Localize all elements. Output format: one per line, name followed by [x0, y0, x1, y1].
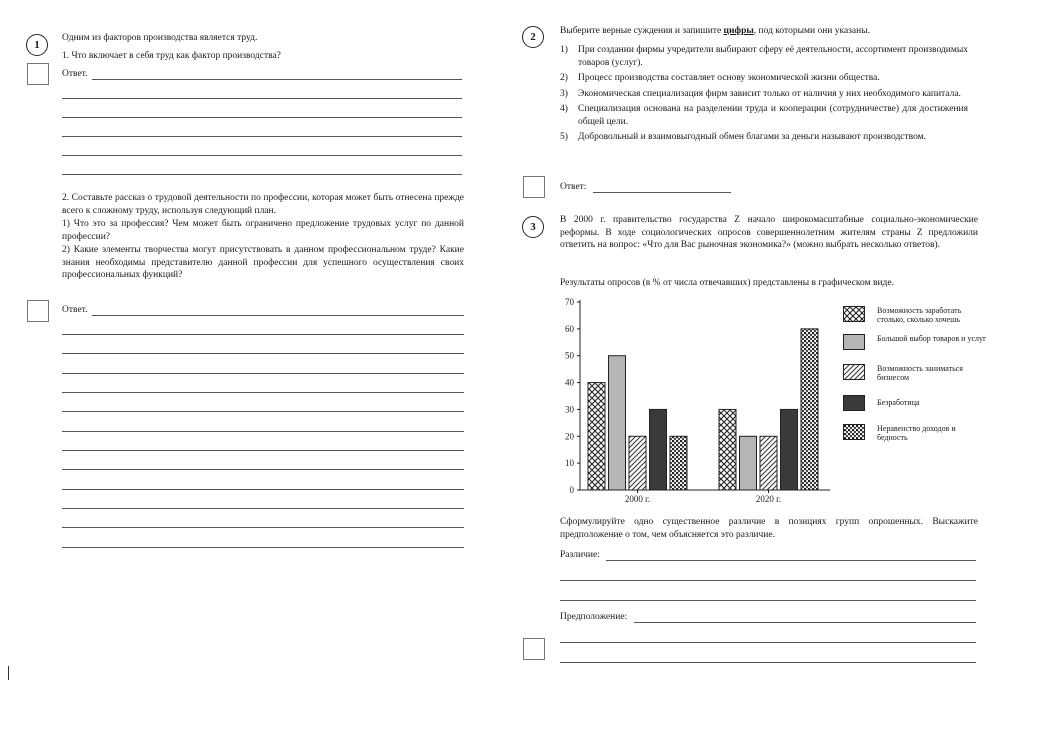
task2-options-list	[560, 44, 968, 144]
bar	[719, 409, 736, 490]
y-tick-label: 40	[565, 377, 574, 388]
text-cursor	[8, 666, 9, 680]
option-text: Специализация основана на разделении труда и кооперации (сотрудничестве) для достижения общей цели.	[578, 104, 968, 127]
bar	[801, 329, 818, 490]
option-text: При создании фирмы учредители выбирают сферу её деятельности, ассортимент производимых товаров (услуг).	[578, 45, 968, 68]
option-item	[560, 72, 968, 85]
option-item	[560, 44, 968, 69]
legend-item	[843, 334, 987, 350]
chart-legend	[843, 302, 987, 452]
answer-line[interactable]	[62, 117, 462, 118]
option-number: 4)	[560, 104, 568, 114]
task-number-badge: 1	[26, 34, 48, 56]
score-box[interactable]	[27, 63, 49, 85]
answer-line[interactable]	[606, 560, 976, 561]
x-tick-label: 2000 г.	[624, 494, 651, 504]
legend-item	[843, 364, 987, 382]
bar	[781, 409, 798, 490]
chart-bars	[588, 329, 818, 490]
answer-line[interactable]	[62, 334, 464, 335]
answer-line[interactable]	[62, 450, 464, 451]
answer-line[interactable]	[560, 600, 976, 601]
option-text: Экономическая специализация фирм зависит только от наличия у них необходимого капитала.	[578, 88, 961, 99]
answer-line[interactable]	[62, 353, 464, 354]
answer-line[interactable]	[92, 315, 464, 316]
option-text: Добровольный и взаимовыгодный обмен благами за деньги называют производством.	[578, 132, 927, 142]
task-number-badge: 2	[522, 26, 544, 48]
y-tick-label: 30	[565, 404, 574, 415]
task2-prompt-end: , под которыми они указаны.	[753, 26, 870, 36]
answer-label: Ответ:	[560, 182, 587, 192]
answer-line[interactable]	[62, 547, 464, 548]
answer-line[interactable]	[62, 155, 462, 156]
answer-line[interactable]	[62, 527, 464, 528]
answer-label: Ответ.	[62, 69, 88, 79]
y-tick-label: 60	[565, 323, 574, 334]
answer-line[interactable]	[634, 622, 976, 623]
answer-line[interactable]	[92, 79, 462, 80]
option-number: 2)	[560, 73, 568, 83]
answer-line[interactable]	[62, 392, 464, 393]
bar	[670, 436, 687, 490]
answer-line[interactable]	[62, 98, 462, 99]
legend-swatch-diagonal	[843, 364, 865, 380]
y-tick-label: 50	[565, 350, 574, 361]
legend-label: Безработица	[877, 398, 920, 407]
answer-line[interactable]	[593, 192, 731, 193]
task3-intro: В 2000 г. правительство государства Z начало широкомасштабные социально-экономические реформы. В ходе социологических опросов совершеннолетним жителям страны Z предложили ответить на вопрос: «Что для Вас рыночная экономика?» (можно выбрать несколько ответов).	[560, 215, 978, 250]
task3-formulate: Сформулируйте одно существенное различие в позициях групп опрошенных. Выскажите предположение о том, чем объясняется это различие.	[560, 517, 978, 540]
answer-line[interactable]	[62, 174, 462, 175]
score-box[interactable]	[27, 300, 49, 322]
option-item	[560, 131, 968, 144]
task2-prompt	[560, 25, 980, 38]
legend-item	[843, 395, 987, 411]
y-tick-label: 20	[565, 431, 574, 442]
legend-swatch-gray	[843, 334, 865, 350]
bar	[650, 409, 667, 490]
bar	[740, 436, 757, 490]
legend-label: Возможность заработать столько, сколько хочешь	[877, 306, 962, 324]
answer-line[interactable]	[62, 136, 462, 137]
option-item	[560, 88, 968, 101]
task1-intro: Одним из факторов производства является труд.	[62, 33, 258, 43]
task2-prompt-start: Выберите верные суждения и запишите	[560, 26, 724, 36]
score-box[interactable]	[523, 176, 545, 198]
option-number: 1)	[560, 45, 568, 55]
legend-label: Возможность заниматься бизнесом	[877, 364, 963, 382]
score-box[interactable]	[523, 638, 545, 660]
legend-item	[843, 424, 987, 442]
bar	[588, 383, 605, 490]
task3-results: Результаты опросов (в % от числа отвечавших) представлены в графическом виде.	[560, 278, 894, 288]
legend-item	[843, 306, 987, 324]
option-number: 3)	[560, 88, 568, 99]
answer-line[interactable]	[62, 373, 464, 374]
difference-label: Различие:	[560, 550, 600, 560]
legend-swatch-crosshatch	[843, 306, 865, 322]
legend-swatch-dotgrid	[843, 424, 865, 440]
task1-question1: 1. Что включает в себя труд как фактор производства?	[62, 51, 281, 61]
bar	[760, 436, 777, 490]
answer-line[interactable]	[560, 642, 976, 643]
task1-plan1: 1) Что это за профессия? Чем может быть ограничено предложение трудовых услуг по данной профессии?	[62, 219, 464, 242]
chart-categories	[625, 490, 781, 504]
answer-line[interactable]	[62, 508, 464, 509]
y-tick-label: 10	[565, 458, 574, 469]
answer-line[interactable]	[62, 411, 464, 412]
task1-plan2: 2) Какие элементы творчества могут присутствовать в данном профессиональном труде? Какие знания необходимы представителю данной профессии для успешного осуществления своих профессиональных функций?	[62, 245, 464, 280]
answer-line[interactable]	[560, 662, 976, 663]
y-tick-label: 0	[569, 485, 574, 495]
task-number-badge: 3	[522, 216, 544, 238]
answer-line[interactable]	[62, 431, 464, 432]
bar	[629, 436, 646, 490]
answer-line[interactable]	[62, 469, 464, 470]
answer-line[interactable]	[62, 489, 464, 490]
option-text: Процесс производства составляет основу экономической жизни общества.	[578, 73, 880, 83]
option-number: 5)	[560, 132, 568, 142]
chart-ticks	[565, 297, 580, 495]
assumption-label: Предположение:	[560, 612, 628, 622]
legend-swatch-dark	[843, 395, 865, 411]
y-tick-label: 70	[565, 297, 574, 307]
bar	[609, 356, 626, 490]
x-tick-label: 2020 г.	[755, 494, 782, 504]
legend-label: Неравенство доходов и бедность	[877, 424, 956, 442]
legend-label: Большой выбор товаров и услуг	[877, 334, 987, 343]
option-item	[560, 103, 968, 128]
answer-label: Ответ.	[62, 305, 88, 315]
task2-prompt-bold: цифры	[723, 26, 754, 36]
task1-question2: 2. Составьте рассказ о трудовой деятельности по профессии, которая может быть отнесена прежде всего к сложному труду, используя следующий план.	[62, 193, 464, 216]
answer-line[interactable]	[560, 580, 976, 581]
